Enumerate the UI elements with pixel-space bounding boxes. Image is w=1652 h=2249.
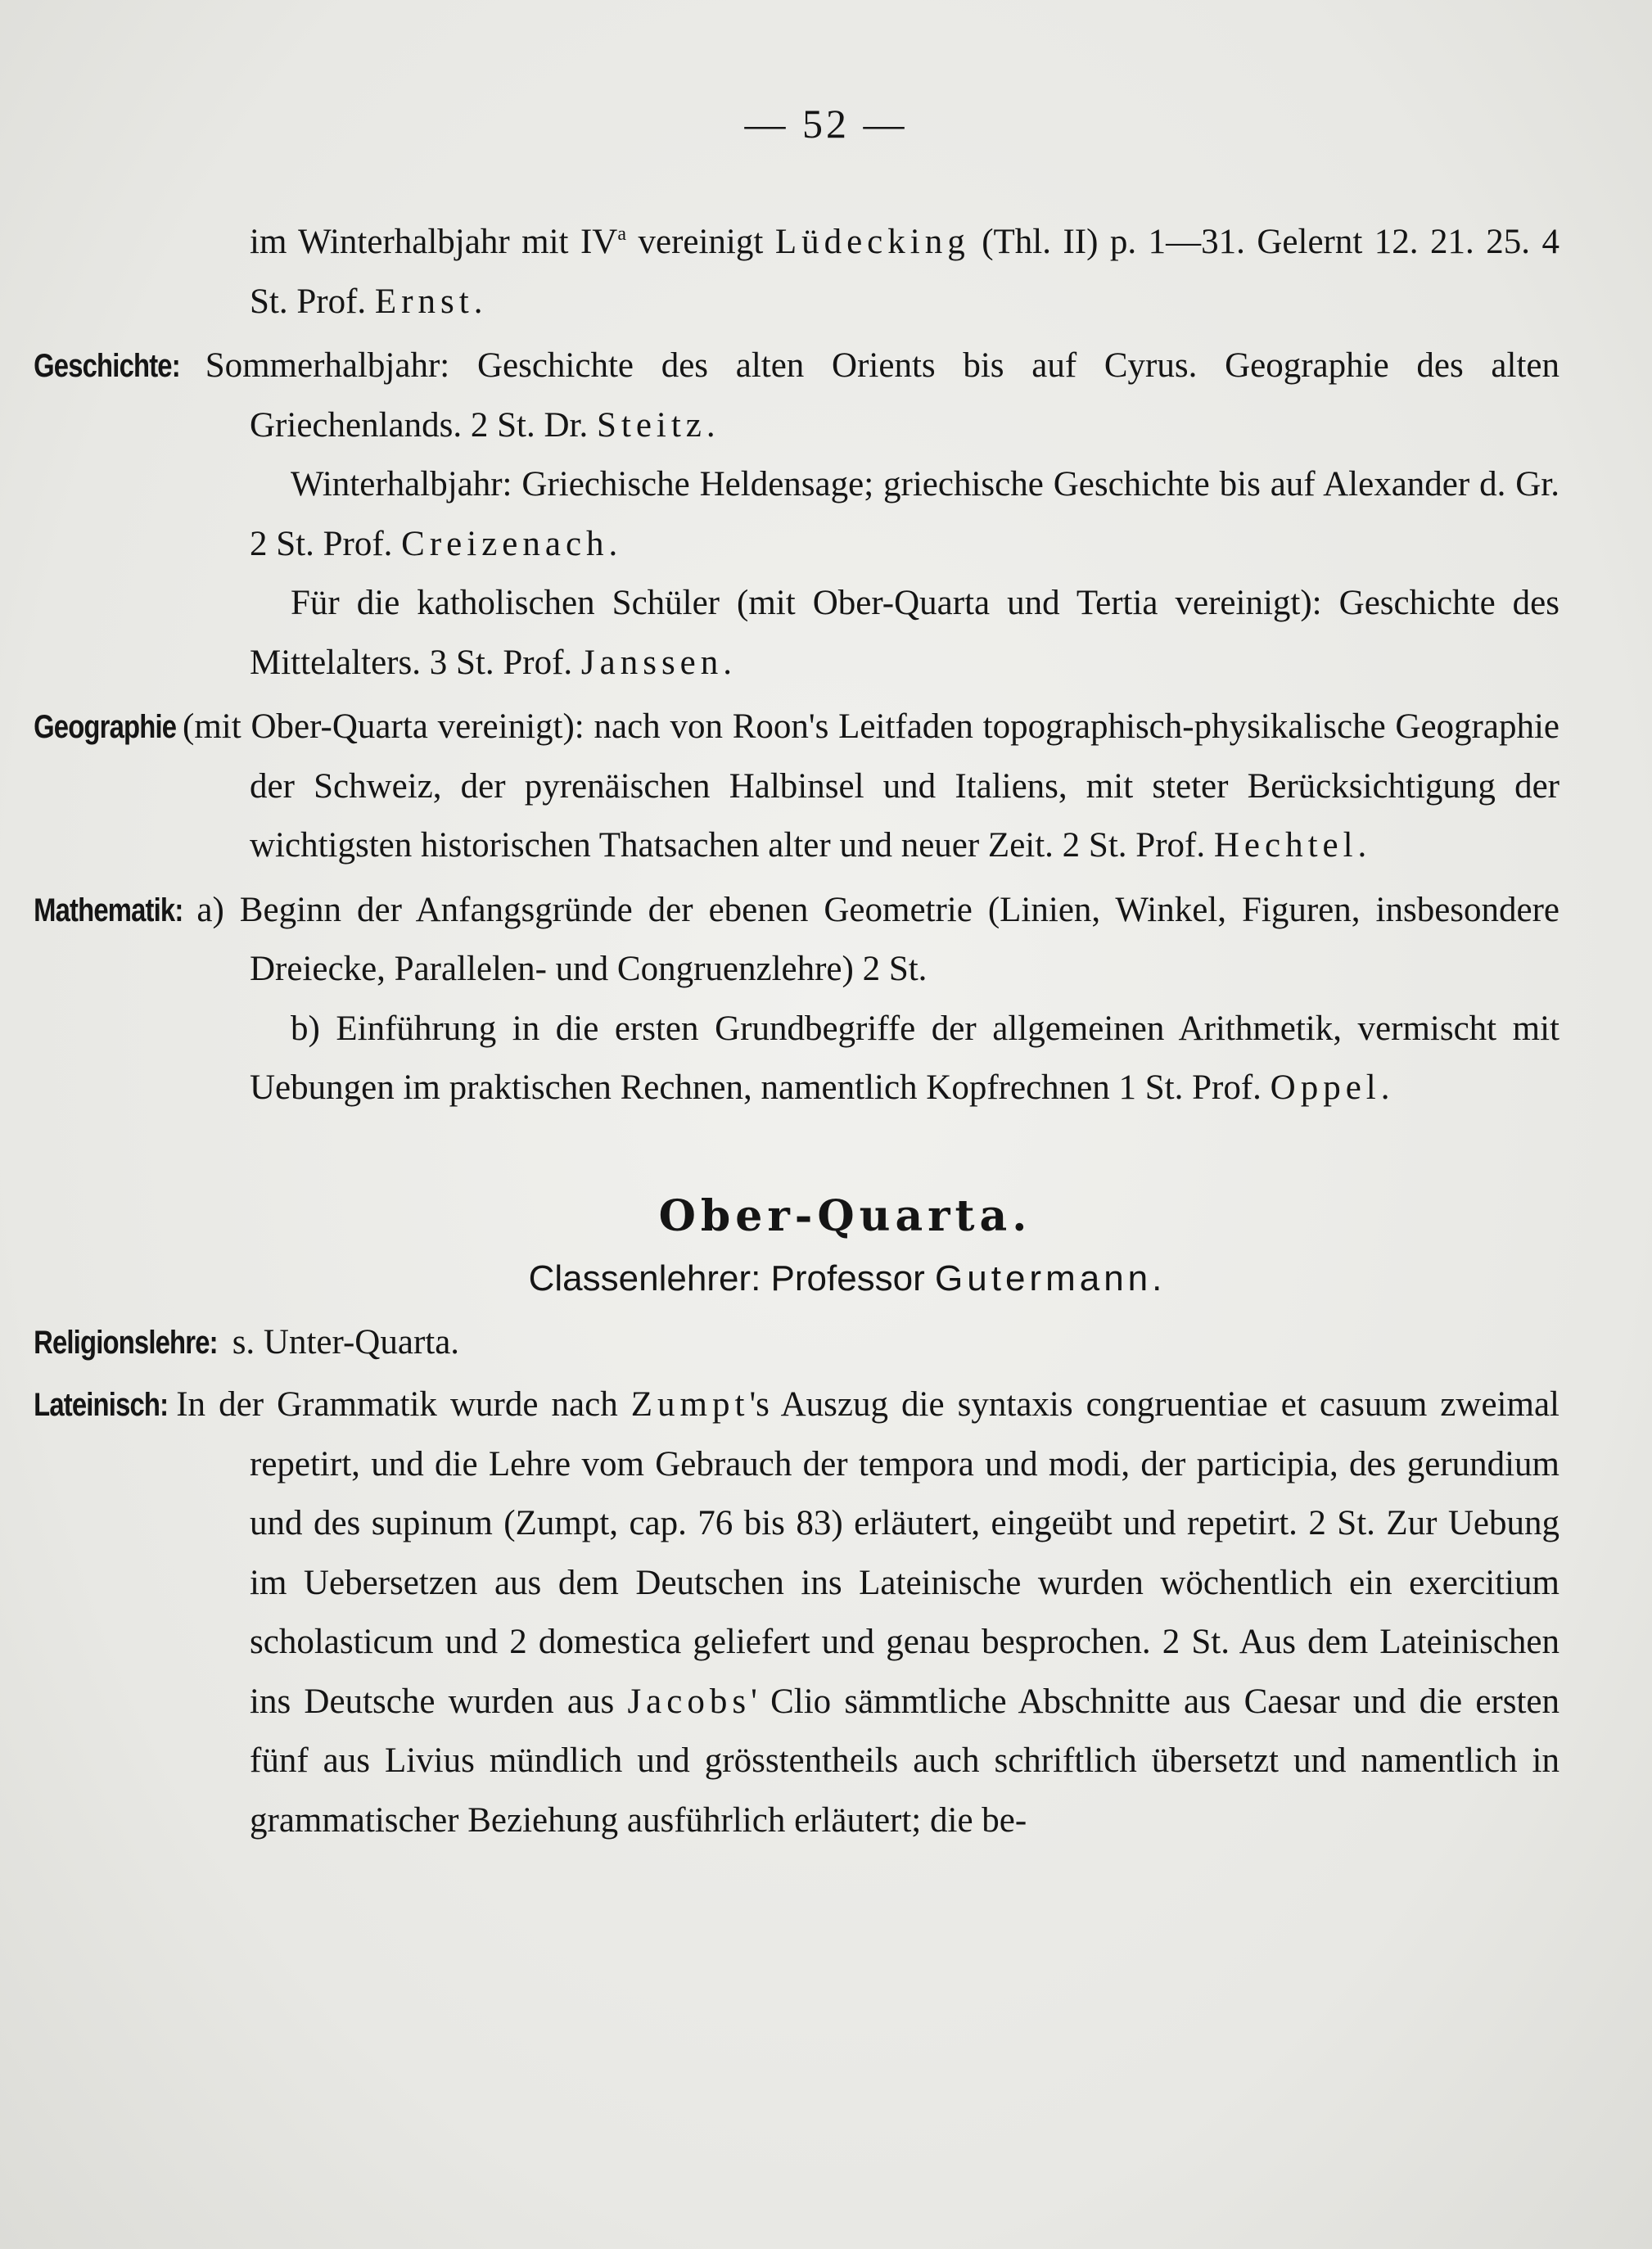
intro-teacher-name: Ernst xyxy=(374,282,474,321)
mathematik-part-b xyxy=(131,1000,1559,1118)
geographie-text-post: . xyxy=(1357,826,1367,865)
geographie-text-pre: (mit Ober-Quarta vereinigt): nach von Roon's Leitfaden topographisch-physikalische Geographie der Schweiz, der pyrenäischen Halbinsel und Italiens, mit steter Berücksichtigung der wichtigsten historischen Thatsachen alter und neuer Zeit. 2 St. Prof. xyxy=(173,707,1559,865)
mathematik-teacher: Oppel xyxy=(1270,1068,1381,1107)
intro-sup: a xyxy=(617,224,626,245)
geschichte-text2-post: . xyxy=(608,524,618,563)
geographie-entry xyxy=(34,698,1559,876)
lateinisch-author2: Jacobs xyxy=(627,1682,752,1721)
class-teacher-name: Gutermann xyxy=(935,1258,1153,1298)
geschichte-text1-pre: Sommerhalbjahr: Geschichte des alten Orients bis auf Cyrus. Geographie des alten Griechenlands. 2 St. Dr. xyxy=(177,346,1559,445)
lateinisch-label: Lateinisch: xyxy=(34,1387,169,1423)
intro-line1-mid: vereinigt xyxy=(626,223,775,261)
class-teacher-pre: Classenlehrer: Professor xyxy=(528,1258,936,1298)
lateinisch-text-pre: In der Grammatik wurde nach xyxy=(163,1385,631,1424)
intro-line2-post: . xyxy=(473,282,483,321)
intro-line1-post: (Thl. II) p. 1—31. Gelernt xyxy=(969,223,1363,261)
geschichte-entry xyxy=(34,336,1559,455)
lateinisch-text-mid: 's Auszug die syntaxis congruentiae et casuum zweimal repetirt, und die Lehre vom Gebrauch der tempora und modi, der participia, des gerundium und des supinum (Zumpt, cap. 76 bis 83) erläutert, eingeübt und repetirt. 2 St. Zur Uebung im Uebersetzen aus dem Deutschen ins Lateinische wurden wöchentlich ein exercitium scholasticum und 2 domestica geliefert und genau besprochen. 2 St. Aus dem Lateinischen ins Deutsche wurden aus xyxy=(250,1385,1559,1721)
geschichte-text3-post: . xyxy=(723,643,733,682)
geographie-teacher: Hechtel xyxy=(1213,826,1358,865)
mathematik-entry xyxy=(34,881,1559,1000)
geschichte-teacher2: Creizenach xyxy=(401,524,609,563)
geschichte-text1-post: . xyxy=(706,405,715,445)
mathematik-text-b-pre: b) Einführung in die ersten Grundbegriffe der allgemeinen Arithmetik, vermischt mit Uebungen im praktischen Rechnen, namentlich Kopfrechnen 1 St. Prof. xyxy=(250,1009,1559,1107)
geschichte-text3-pre: Für die katholischen Schüler (mit Ober-Quarta und Tertia vereinigt): Geschichte des Mittelalters. 3 St. Prof. xyxy=(250,584,1559,682)
class-teacher-line xyxy=(131,1249,1559,1308)
lateinisch-entry xyxy=(34,1375,1560,1850)
geschichte-teacher3: Janssen xyxy=(580,643,724,682)
section-title: Ober-Quarta. xyxy=(658,1190,1032,1241)
mathematik-label: Mathematik: xyxy=(34,892,183,928)
class-teacher-post: . xyxy=(1152,1258,1162,1298)
mathematik-text-a: a) Beginn der Anfangsgründe der ebenen Geometrie (Linien, Winkel, Figuren, insbesondere Dreiecke, Parallelen- und Congruenzlehre) 2 St. xyxy=(181,890,1559,988)
geschichte-katholisch xyxy=(131,574,1559,693)
geschichte-teacher1: Steitz xyxy=(596,405,706,445)
geschichte-winter xyxy=(131,455,1559,574)
religionslehre-label: Religionslehre: xyxy=(34,1324,218,1361)
geschichte-label: Geschichte: xyxy=(34,348,180,384)
page-number: — 52 — xyxy=(744,101,908,147)
mathematik-text-b-post: . xyxy=(1380,1068,1390,1107)
geschichte-text2-pre: Winterhalbjahr: Griechische Heldensage; griechische Geschichte bis auf Alexander d. Gr. 2 St. Prof. xyxy=(250,465,1559,563)
page-content xyxy=(34,205,1560,1850)
geographie-label: Geographie xyxy=(34,709,177,745)
religionslehre-entry xyxy=(34,1313,1559,1373)
lateinisch-text-post: ' Clio sämmtliche Abschnitte aus Caesar und die ersten fünf aus Livius mündlich und grösstentheils auch schriftlich übersetzt und namentlich in grammatischer Beziehung ausführlich erläutert; die be- xyxy=(250,1682,1560,1840)
intro-paragraph xyxy=(131,205,1559,332)
religionslehre-text: s. Unter-Quarta. xyxy=(223,1322,460,1362)
intro-line2-pre: 12. 21. 25. 4 St. Prof. xyxy=(250,223,1559,321)
lateinisch-author1: Zumpt xyxy=(630,1385,750,1424)
intro-author-name: Lüdecking xyxy=(774,223,970,261)
intro-line1-pre: im Winterhalbjahr mit IV xyxy=(250,223,618,261)
